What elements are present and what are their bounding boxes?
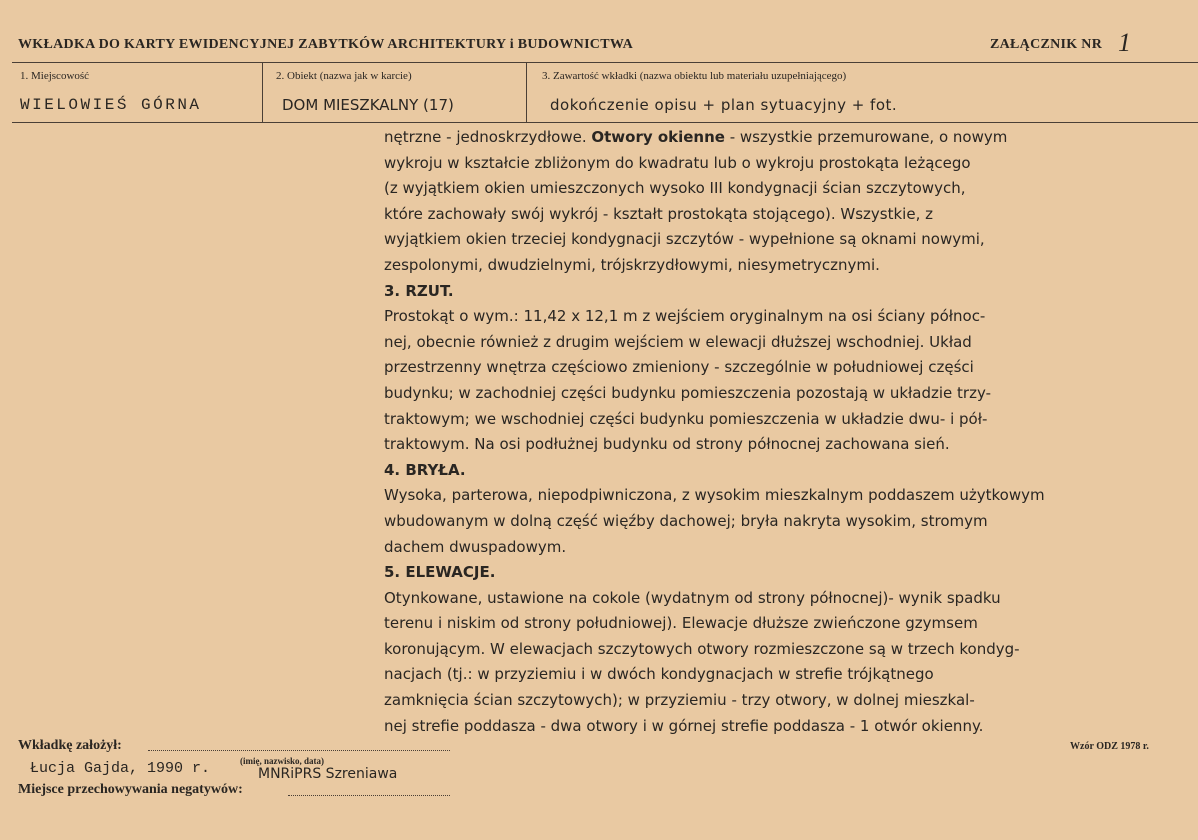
header-rule [12, 62, 1198, 63]
text-line: (z wyjątkiem okien umieszczonych wysoko III kondygnacji ścian szczytowych, [384, 179, 966, 198]
text-line: Wysoka, parterowa, niepodpiwniczona, z wysokim mieszkalnym poddaszem użytkowym [384, 486, 1045, 505]
location-value: WIELOWIEŚ GÓRNA [20, 96, 202, 114]
text-line: wyjątkiem okien trzeciej kondygnacji szczytów - wypełnione są oknami nowymi, [384, 230, 985, 249]
text-line: dachem dwuspadowym. [384, 537, 567, 556]
author-value: Łucja Gajda, 1990 r. [30, 760, 211, 777]
text-line: terenu i niskim od strony południowej). Elewacje dłuższe zwieńczone gzymsem [384, 614, 978, 633]
content-label: 3. Zawartość wkładki (nazwa obiektu lub materiału uzupełniającego) [542, 70, 847, 82]
section-heading-plan: 3. RZUT. [384, 281, 454, 300]
form-code: Wzór ODZ 1978 r. [1070, 741, 1149, 752]
object-label: 2. Obiekt (nazwa jak w karcie) [276, 70, 412, 82]
text-line: wykroju w kształcie zbliżonym do kwadratu lub o wykroju prostokąta leżącego [384, 153, 971, 172]
text-line: budynku; w zachodniej części budynku pomieszczenia pozostają w układzie trzy- [384, 383, 991, 402]
annex-label: ZAŁĄCZNIK NR [990, 37, 1103, 52]
institution-value: MNRiPRS Szreniawa [258, 766, 398, 782]
fields-rule [12, 122, 1198, 123]
author-hint: (imię, nazwisko, data) [240, 756, 324, 766]
text-line: przestrzenny wnętrza częściowo zmieniony - szczególnie w południowej części [384, 358, 974, 377]
field-divider-1 [262, 62, 263, 122]
text-line: zamknięcia ścian szczytowych); w przyziemiu - trzy otwory, w dolnej mieszkal- [384, 691, 975, 710]
text-line: traktowym. Na osi podłużnej budynku od strony północnej zachowana sień. [384, 435, 950, 454]
text-line: Otynkowane, ustawione na cokole (wydatnym od strony północnej)- wynik spadku [384, 588, 1001, 607]
windows-heading: Otwory okienne [591, 128, 725, 146]
text-line: zespolonymi, dwudzielnymi, trójskrzydłowymi, niesymetrycznymi. [384, 255, 880, 274]
text-line: wbudowanym w dolną część więźby dachowej; bryła nakryta wysokim, stromym [384, 511, 988, 530]
text-line: nej, obecnie również z drugim wejściem w elewacji dłuższej wschodniej. Układ [384, 332, 972, 351]
location-label: 1. Miejscowość [20, 70, 90, 82]
text-line: Prostokąt o wym.: 11,42 x 12,1 m z wejściem oryginalnym na osi ściany północ- [384, 307, 986, 326]
card-title: WKŁADKA DO KARTY EWIDENCYJNEJ ZABYTKÓW ARCHITEKTURY i BUDOWNICTWA [18, 37, 634, 52]
text-line: traktowym; we wschodniej części budynku pomieszczenia w układzie dwu- i pół- [384, 409, 988, 428]
object-value: DOM MIESZKALNY (17) [282, 96, 454, 114]
text-line: nętrzne - jednoskrzydłowe. Otwory okienne - wszystkie przemurowane, o nowym [384, 128, 1008, 146]
text-line: koronującym. W elewacjach szczytowych otwory rozmieszczone są w trzech kondyg- [384, 639, 1020, 658]
negatives-dotted-line [288, 795, 450, 796]
field-divider-2 [526, 62, 527, 122]
content-value: dokończenie opisu + plan sytuacyjny + fot. [550, 96, 898, 114]
section-heading-massing: 4. BRYŁA. [384, 460, 466, 479]
description-text [384, 125, 1184, 739]
text-line: nej strefie poddasza - dwa otwory i w górnej strefie poddasza - 1 otwór okienny. [384, 716, 984, 735]
section-heading-elevations: 5. ELEWACJE. [384, 563, 496, 582]
annex-number: 1 [1118, 28, 1131, 57]
negatives-label: Miejsce przechowywania negatywów: [18, 782, 243, 797]
text-line: które zachowały swój wykrój - kształt prostokąta stojącego). Wszystkie, z [384, 204, 933, 223]
text-line: nacjach (tj.: w przyziemiu i w dwóch kondygnacjach w strefie trójkątnego [384, 665, 934, 684]
author-label: Wkładkę założył: [18, 738, 122, 753]
author-dotted-line [148, 750, 450, 751]
